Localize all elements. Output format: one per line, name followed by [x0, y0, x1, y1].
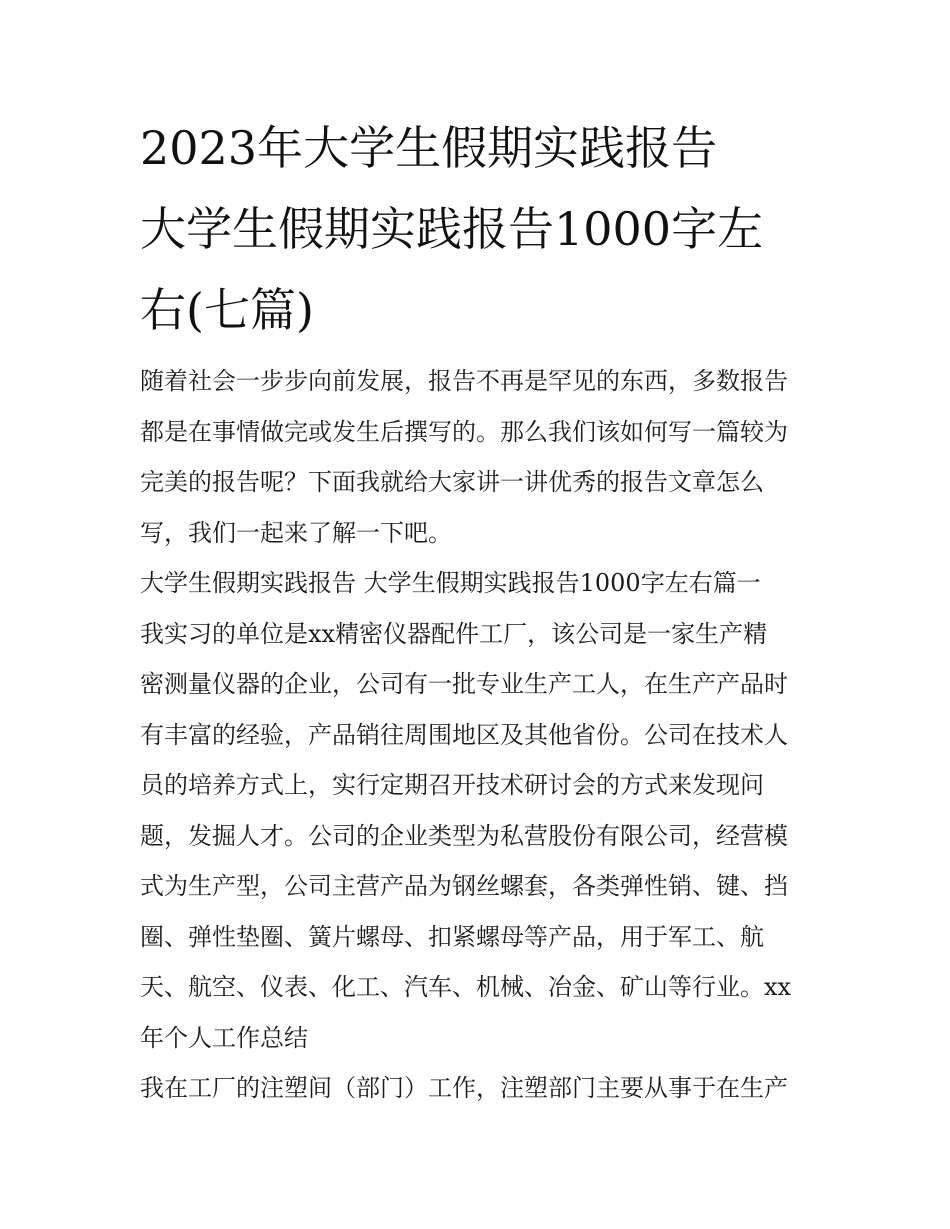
paragraph1-line-5: 题，发掘人才。公司的企业类型为私营股份有限公司，经营模	[140, 821, 788, 850]
body-paragraph-2	[140, 1063, 830, 1114]
title-line-3: 右(七篇)	[140, 283, 314, 337]
paragraph1-line-3: 有丰富的经验，产品销往周围地区及其他省份。公司在技术人	[140, 720, 788, 749]
intro-line-1: 随着社会一步步向前发展，报告不再是罕见的东西，多数报告	[140, 367, 788, 395]
paragraph1-line-6: 式为生产型，公司主营产品为钢丝螺套，各类弹性销、键、挡	[140, 872, 788, 900]
section-heading: 大学生假期实践报告 大学生假期实践报告1000字左右篇一	[140, 569, 761, 597]
paragraph1-line-7: 圈、弹性垫圈、簧片螺母、扣紧螺母等产品，用于军工、航	[140, 922, 764, 951]
paragraph1-line-4: 员的培养方式上，实行定期召开技术研讨会的方式来发现问	[140, 771, 764, 799]
paragraph1-line-8: 天、航空、仪表、化工、汽车、机械、冶金、矿山等行业。xx	[140, 973, 792, 1001]
document-body	[140, 356, 830, 1114]
intro-line-3: 完美的报告呢？下面我就给大家讲一讲优秀的报告文章怎么	[140, 468, 764, 496]
paragraph1-line-9: 年个人工作总结	[140, 1023, 308, 1052]
paragraph2-line-1: 我在工厂的注塑间（部门）工作，注塑部门主要从事于在生产	[140, 1074, 788, 1102]
title-line-2: 大学生假期实践报告1000字左	[140, 202, 764, 256]
paragraph1-line-1: 我实习的单位是xx精密仪器配件工厂，该公司是一家生产精	[140, 619, 768, 648]
intro-line-2: 都是在事情做完或发生后撰写的。那么我们该如何写一篇较为	[140, 417, 788, 446]
title-line-1: 2023年大学生假期实践报告	[140, 121, 718, 175]
body-paragraph-1	[140, 609, 830, 1064]
intro-paragraph	[140, 356, 830, 558]
intro-line-4: 写，我们一起来了解一下吧。	[140, 518, 452, 547]
paragraph1-line-2: 密测量仪器的企业，公司有一批专业生产工人，在生产产品时	[140, 670, 788, 698]
document-title	[140, 108, 830, 351]
